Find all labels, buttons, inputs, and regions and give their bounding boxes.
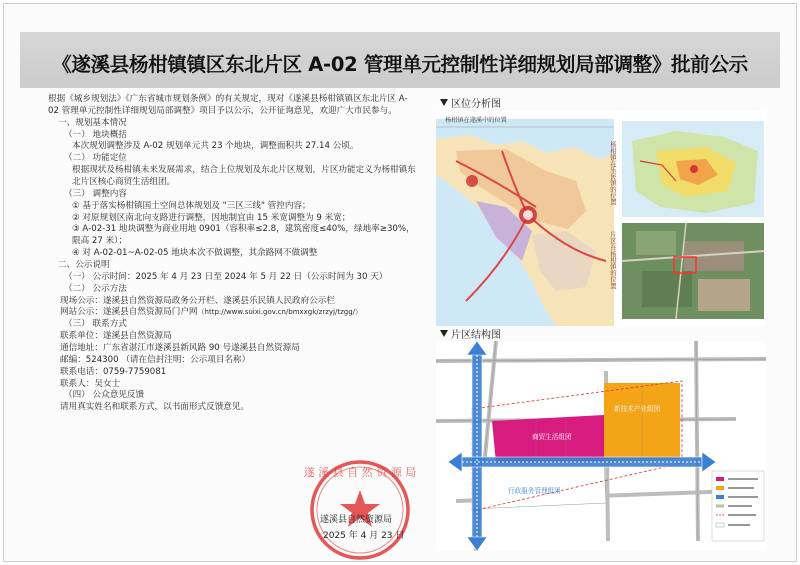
svg-text:遂 溪 县 自 然 资 源 局: 遂 溪 县 自 然 资 源 局 [303, 466, 417, 479]
adjustment-2: ② 对原规划区南北向支路进行调整，因地制宜由 15 米宽调整为 9 米宽； [72, 212, 351, 223]
contact-unit: 联系单位：遂溪县自然资源局 [60, 331, 172, 342]
adjustment-1: ① 基于落实杨柑镇国土空间总体规划及 "三区三线" 管控内容； [72, 200, 311, 211]
structure-map [436, 341, 766, 551]
section-1-1-text: 本次规划调整涉及 A-02 规划单元共 23 个地块，调整面积共 27.14 公顷。 [72, 141, 359, 152]
location-map [436, 111, 766, 326]
contact-phone: 联系电话：0759-7759081 [60, 366, 167, 377]
zone-life-label: 商贸生活组团 [532, 433, 572, 441]
location-map-title-wrap [440, 95, 501, 110]
web-publicity-line [48, 307, 420, 319]
notice-body [48, 94, 420, 414]
intro-paragraph: 根据《城乡规划法》《广东省城市规划条例》的有关规定，现对《遂溪县杨柑镇镇区东北片区 A-02 管理单元控制性详细规划局部调整》项目予以公示，公开征询意见，欢迎广大市民参与。 [48, 94, 408, 116]
page-title: 《遂溪县杨柑镇镇区东北片区 A-02 管理单元控制性详细规划局部调整》批前公示 [52, 53, 748, 76]
triangle-marker-icon [440, 99, 448, 106]
section-1-3-heading: （三） 调整内容 [64, 188, 127, 199]
section-2-3-heading: （三） 联系方式 [64, 319, 127, 330]
structure-map-title-wrap [440, 326, 501, 341]
adjustment-3: ③ A-02-31 地块调整为商业用地 0901（容积率≤2.8，建筑密度≤40%，绿地率≥30%，限高 27 米）； [72, 224, 415, 247]
zone-admin-label: 行政服务管理组团 [508, 487, 561, 495]
location-map-header: 杨柑镇在遂溪中的位置 [445, 117, 507, 124]
feedback-text: 请用真实姓名和联系方式，以书面形式反馈意见。 [60, 402, 250, 413]
contact-person: 联系人：吴女士 [60, 378, 121, 389]
adjustment-4: ④ 对 A-02-01~A-02-05 地块本次不做调整，其余路网不做调整 [72, 248, 318, 259]
structure-map-title: 片区结构图 [451, 330, 501, 341]
onsite-publicity: 现场公示：遂溪县自然资源局政务公开栏、遂溪县乐民镇人民政府公示栏 [60, 295, 336, 306]
contact-address: 通信地址：广东省湛江市遂溪县新风路 90 号遂溪县自然资源局 [60, 343, 300, 354]
section-2-2-heading: （二） 公示方法 [64, 283, 127, 294]
section-1-1-heading: （一） 地块概括 [64, 129, 127, 140]
title-band [20, 32, 780, 88]
web-publicity: 网站公示：遂溪县自然资源局门户网 [60, 307, 198, 318]
section-1-2-heading: （二） 功能定位 [64, 153, 127, 164]
triangle-marker-icon [440, 330, 448, 337]
signature-date: 2025 年 4 月 23 日 [323, 531, 405, 541]
official-seal [300, 452, 420, 562]
contact-postcode: 邮编：524300 （请在信封注明：公示项目名称） [60, 354, 251, 365]
section-1-heading: 一、规划基本情况 [58, 117, 127, 128]
zone-commercial-label: 新技术产业组团 [614, 405, 661, 413]
section-2-heading: 二、公示说明 [58, 260, 110, 271]
section-2-1-heading: （一） 公示时间：2025 年 4 月 23 日至 2024 年 5 月 22 日（公示时间为 30 天） [64, 271, 388, 282]
side-label-town: 杨柑镇在乐民镇的位置 [609, 141, 617, 205]
section-1-2-text: 根据现状及杨柑镇未来发展需求，结合上位规划及东北片区规划，片区功能定义为杨柑镇东北片区核心商贸生活组团。 [72, 165, 416, 188]
side-label-district: 片区在杨柑镇的位置 [609, 231, 617, 289]
location-map-title: 区位分析图 [451, 99, 501, 110]
section-2-4-heading: （四） 公众意见反馈 [64, 390, 145, 401]
web-url-link[interactable]: （http://www.suixi.gov.cn/bmxxgk/zrzyj/tzgg/） [197, 308, 362, 317]
signature-org: 遂溪县自然资源局 [320, 515, 393, 525]
